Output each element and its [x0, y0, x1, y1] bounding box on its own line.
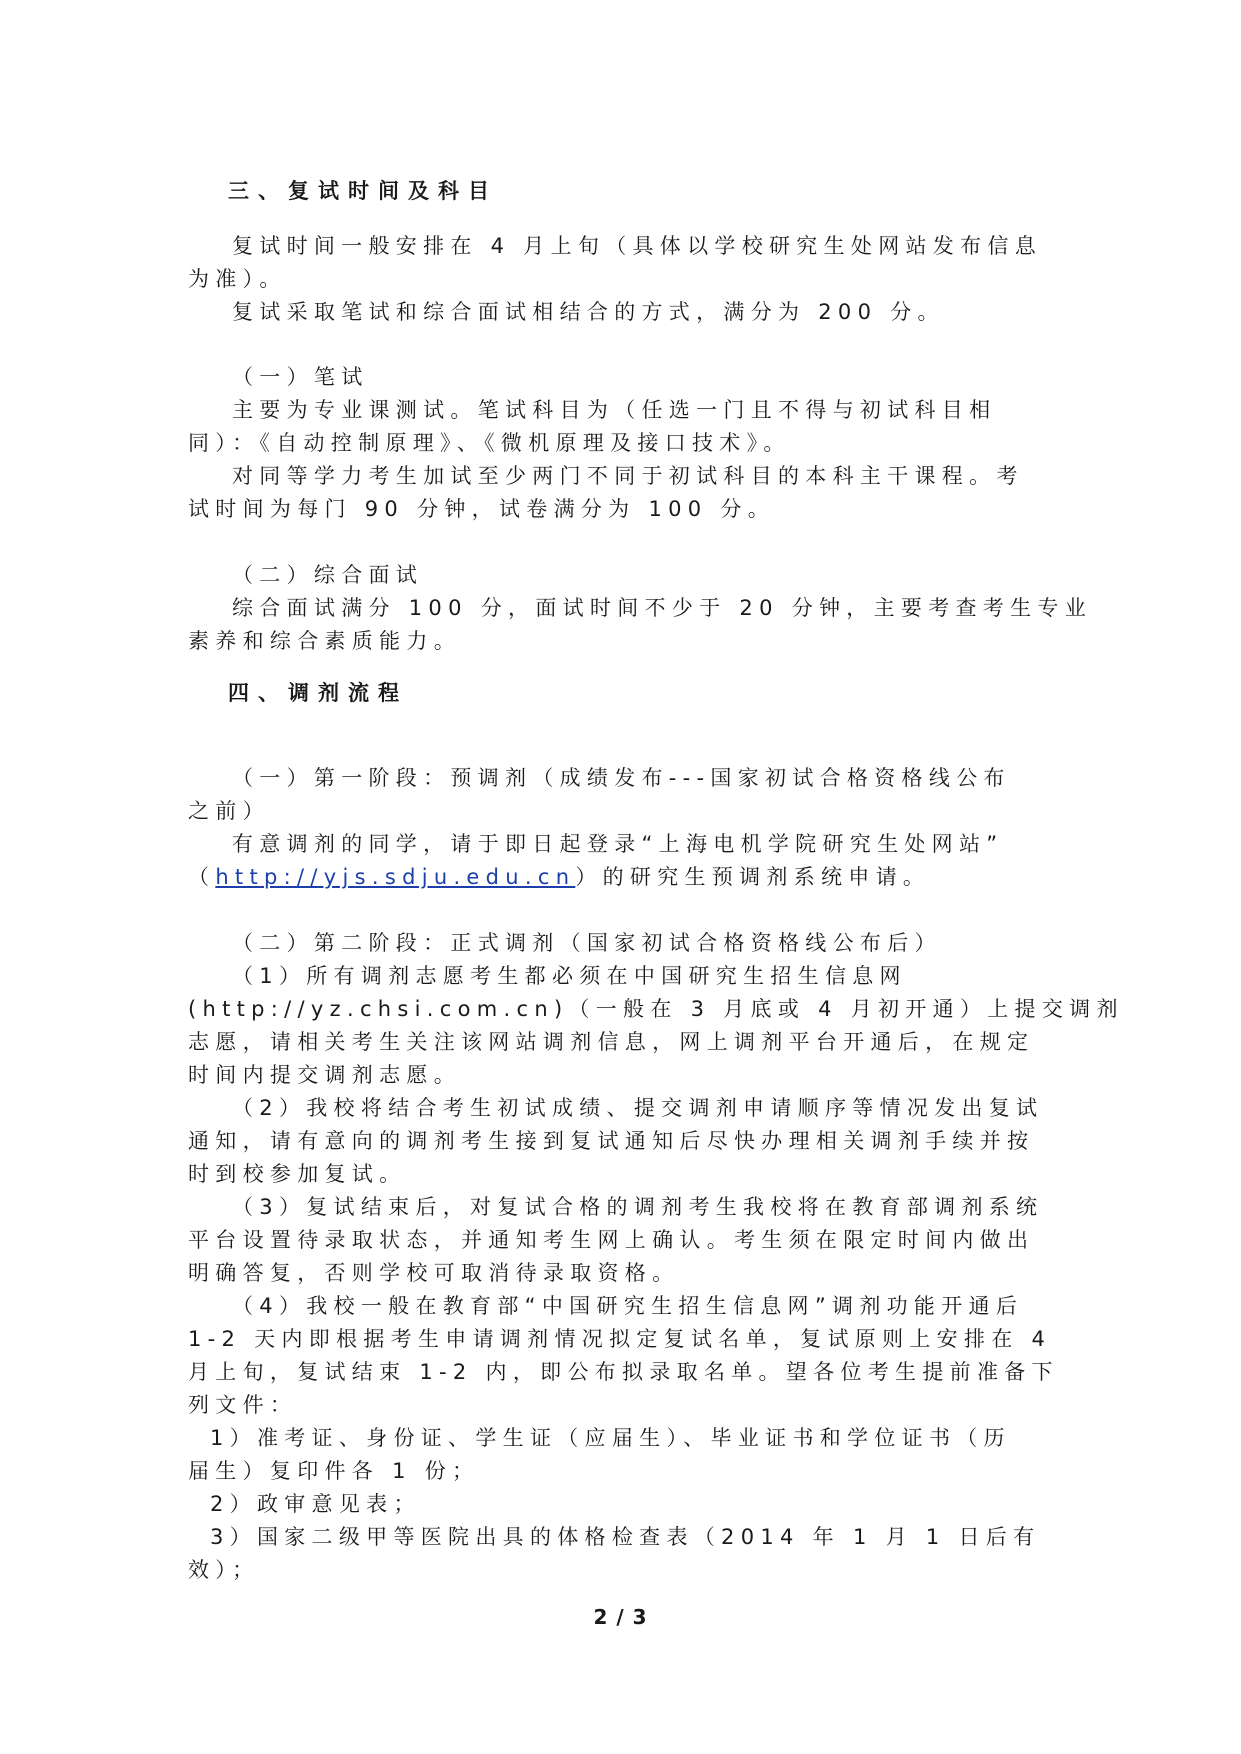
paragraph-line: 效）； — [188, 1558, 260, 1582]
paren-open: （ — [188, 865, 216, 889]
subsection-heading-stage2: （二）第二阶段：正式调剂（国家初试合格资格线公布后） — [232, 931, 942, 955]
paragraph-line: 之前） — [188, 799, 270, 823]
paragraph-line: 对同等学力考生加试至少两门不同于初试科目的本科主干课程。考 — [232, 464, 1024, 488]
paragraph-line: 综合面试满分 100 分，面试时间不少于 20 分钟，主要考查考生专业 — [232, 596, 1093, 620]
paragraph-line — [188, 862, 930, 892]
section-heading-3: 三、复试时间及科目 — [228, 179, 498, 203]
paragraph-line: 平台设置待录取状态，并通知考生网上确认。考生须在限定时间内做出 — [188, 1228, 1035, 1252]
list-item: 1）准考证、身份证、学生证（应届生）、毕业证书和学位证书（历 — [210, 1426, 1011, 1450]
paragraph-line: 明确答复，否则学校可取消待录取资格。 — [188, 1261, 680, 1285]
paragraph-line: 志愿，请相关考生关注该网站调剂信息，网上调剂平台开通后，在规定 — [188, 1030, 1035, 1054]
link-suffix: ）的研究生预调剂系统申请。 — [575, 865, 931, 889]
paragraph-line: 月上旬，复试结束 1-2 内，即公布拟录取名单。望各位考生提前准备下 — [188, 1360, 1059, 1384]
paragraph-line: 列文件： — [188, 1393, 298, 1417]
paragraph-line: （1）所有调剂志愿考生都必须在中国研究生招生信息网 — [232, 964, 907, 988]
paragraph-line: （3）复试结束后，对复试合格的调剂考生我校将在教育部调剂系统 — [232, 1195, 1044, 1219]
paragraph-line: 复试采取笔试和综合面试相结合的方式，满分为 200 分。 — [232, 300, 945, 324]
subsection-heading-written: （一）笔试 — [232, 365, 369, 389]
paragraph-line: 1-2 天内即根据考生申请调剂情况拟定复试名单，复试原则上安排在 4 — [188, 1327, 1052, 1351]
subsection-heading-interview: （二）综合面试 — [232, 563, 424, 587]
list-item: 2）政审意见表； — [210, 1492, 421, 1516]
paragraph-line: 有意调剂的同学，请于即日起登录“上海电机学院研究生处网站” — [232, 832, 1004, 856]
paragraph-line: 同）：《自动控制原理》、《微机原理及接口技术》。 — [188, 431, 791, 455]
section-heading-4: 四、调剂流程 — [228, 681, 408, 705]
paragraph-line: 通知，请有意向的调剂考生接到复试通知后尽快办理相关调剂手续并按 — [188, 1129, 1035, 1153]
page-number: 2 / 3 — [593, 1605, 648, 1629]
paragraph-line: (http://yz.chsi.com.cn)（一般在 3 月底或 4 月初开通）上提交调剂 — [188, 997, 1124, 1021]
subsection-heading-stage1: （一）第一阶段：预调剂（成绩发布---国家初试合格资格线公布 — [232, 766, 1011, 790]
paragraph-line: （4）我校一般在教育部“中国研究生招生信息网”调剂功能开通后 — [232, 1294, 1024, 1318]
paragraph-line: 素养和综合素质能力。 — [188, 629, 461, 653]
list-item: 3）国家二级甲等医院出具的体格检查表（2014 年 1 月 1 日后有 — [210, 1525, 1041, 1549]
paragraph-line: 届生）复印件各 1 份； — [188, 1459, 480, 1483]
paragraph-line: 复试时间一般安排在 4 月上旬（具体以学校研究生处网站发布信息 — [232, 234, 1043, 258]
paragraph-line: 时到校参加复试。 — [188, 1162, 407, 1186]
paragraph-line: 试时间为每门 90 分钟，试卷满分为 100 分。 — [188, 497, 776, 521]
paragraph-line: 时间内提交调剂志愿。 — [188, 1063, 461, 1087]
graduate-office-link[interactable]: http://yjs.sdju.edu.cn — [215, 865, 576, 889]
paragraph-line: 为准）。 — [188, 267, 287, 291]
paragraph-line: （2）我校将结合考生初试成绩、提交调剂申请顺序等情况发出复试 — [232, 1096, 1044, 1120]
paragraph-line: 主要为专业课测试。笔试科目为（任选一门且不得与初试科目相 — [232, 398, 997, 422]
